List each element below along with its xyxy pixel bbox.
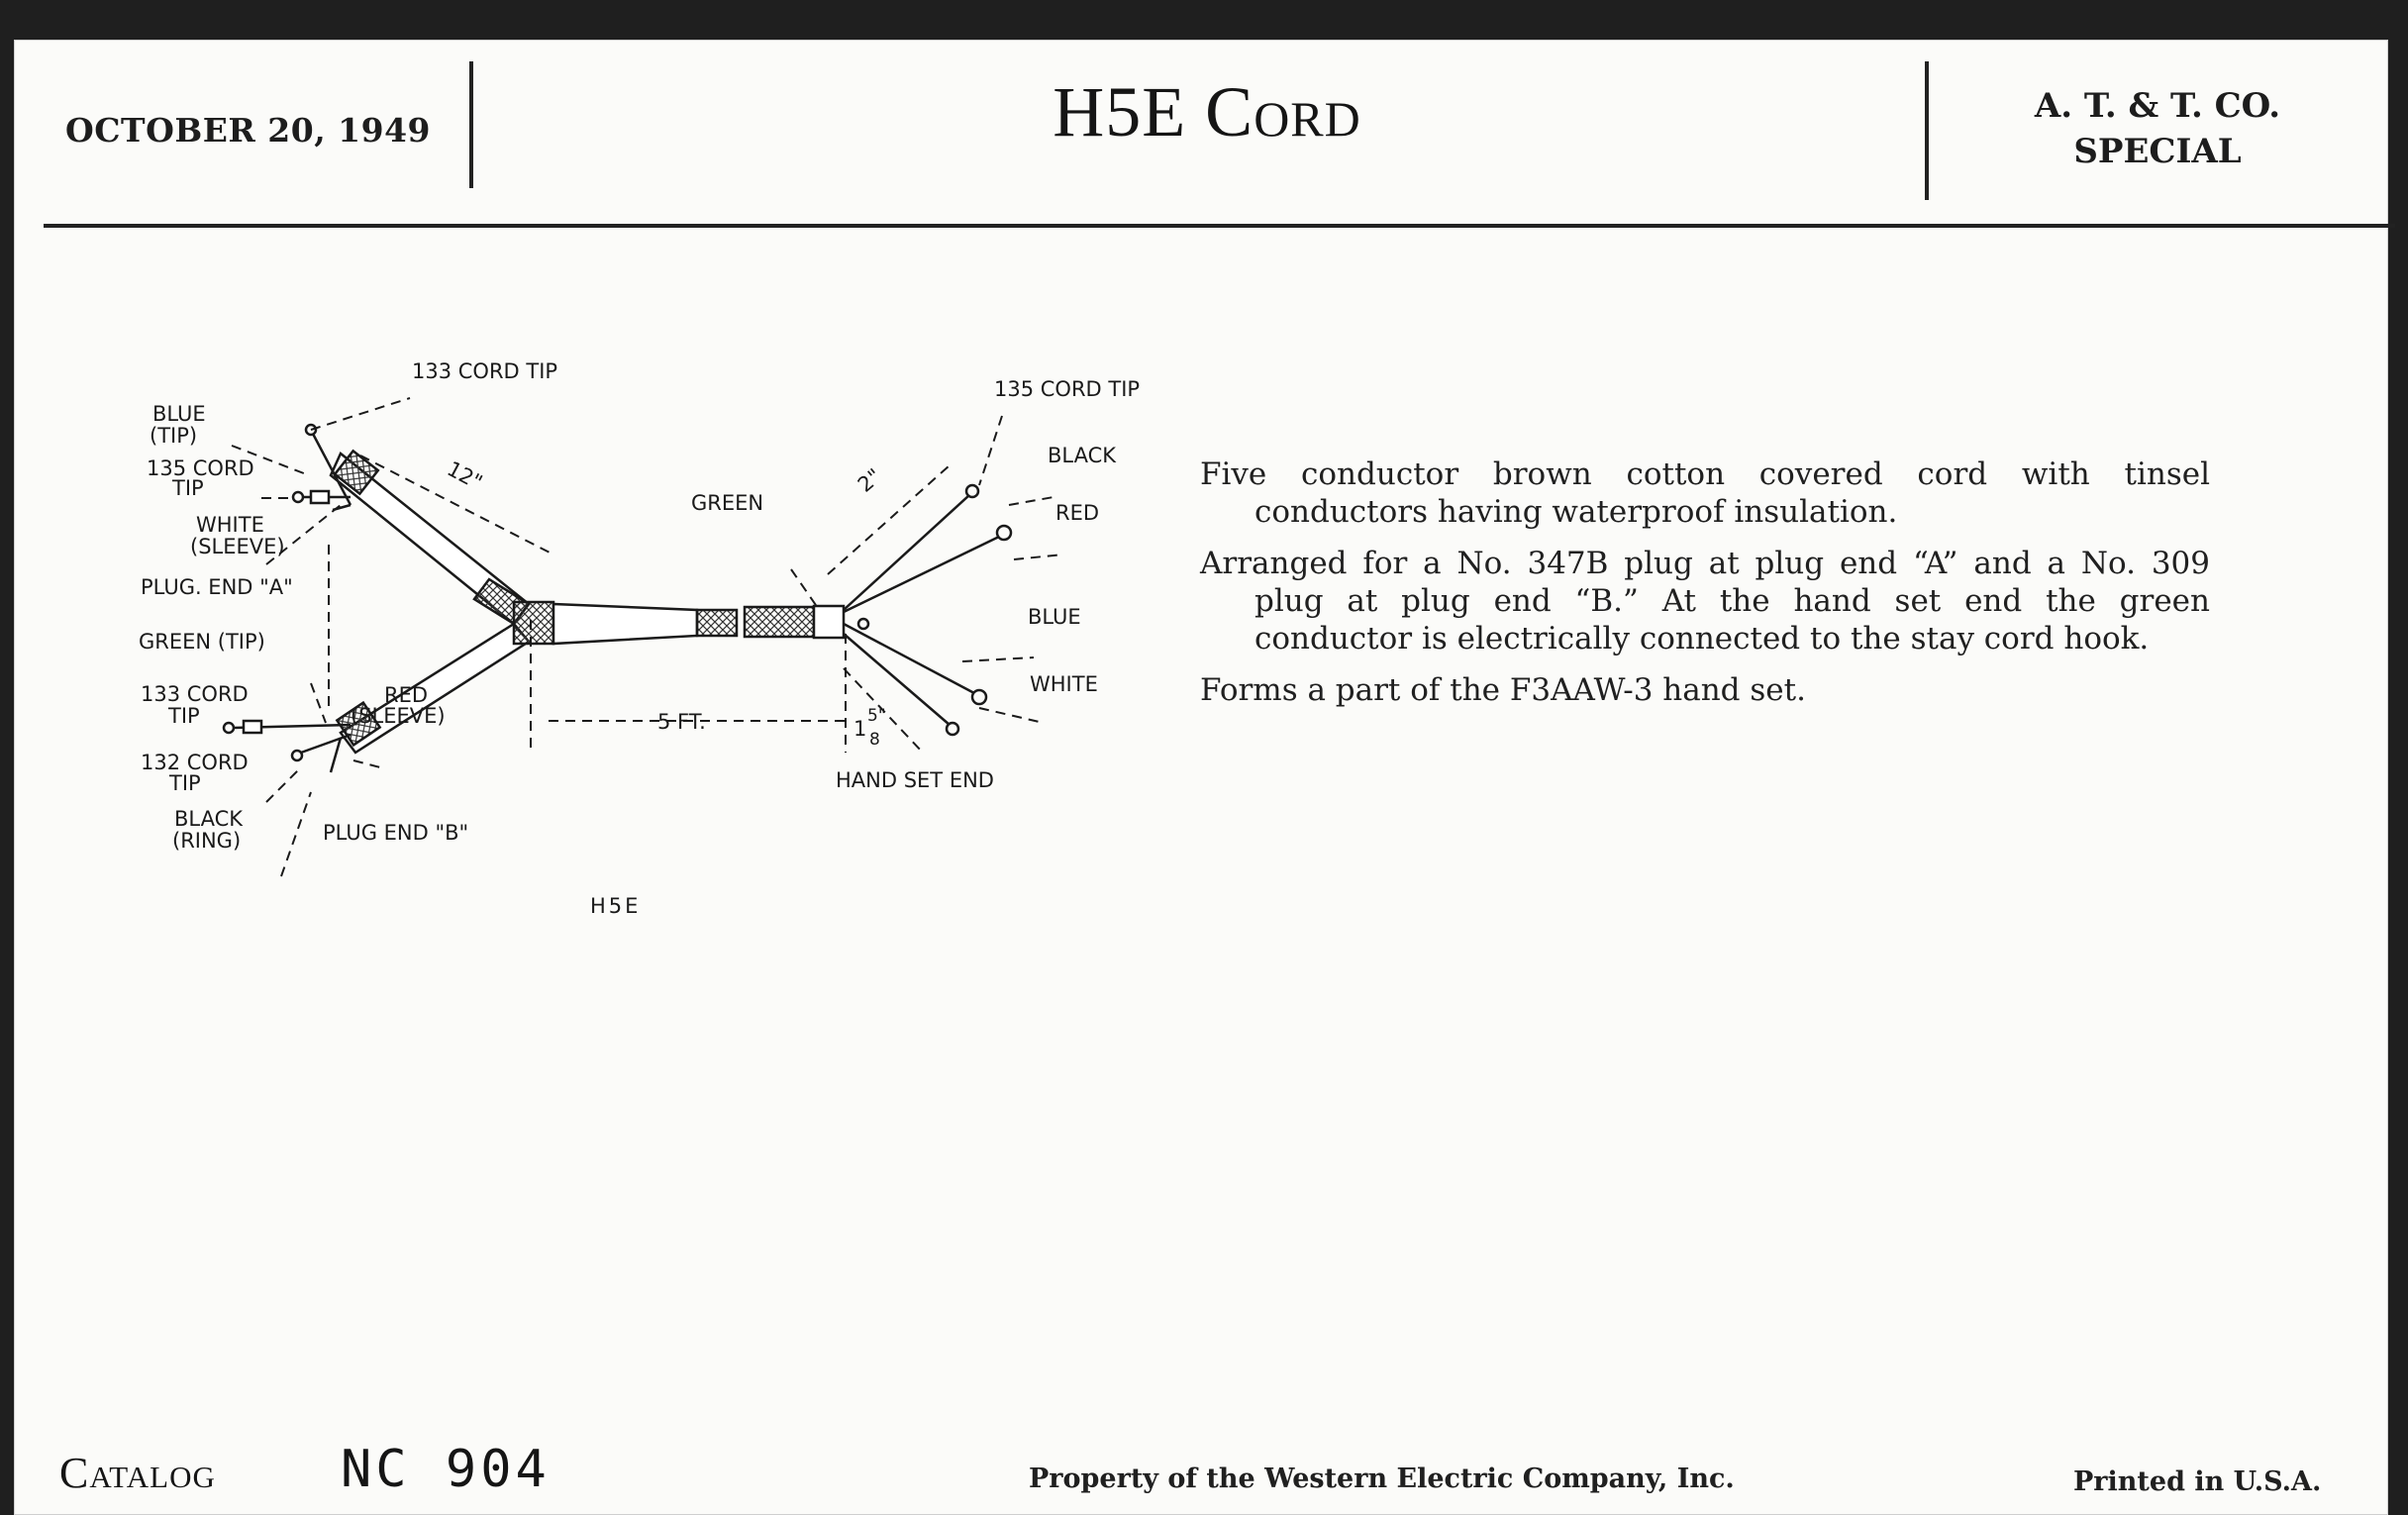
label-135-cord-tip-right: 135 CORD TIP [994,377,1141,401]
label-red: RED [384,683,429,707]
dim-1-5-8-num: 5" [867,706,886,726]
catalog-label: Catalog [59,1449,216,1497]
label-red-right: RED [1055,501,1100,525]
label-132-cord: 132 CORD [141,751,249,774]
company-name: A. T. & T. CO. [2034,86,2281,126]
catalog-card [14,40,2388,1515]
label-black: BLACK [174,807,244,831]
label-blue: BLUE [152,402,206,426]
junction-braid [514,602,553,644]
label-red-sleeve: (SLEEVE) [351,704,446,728]
dim-2-inch: 2" [853,463,886,497]
label-white-right: WHITE [1030,672,1098,696]
property-notice: Property of the Western Electric Company, Inc. [1029,1464,1735,1494]
label-black-ring: (RING) [172,829,242,853]
catalog-number: NC 904 [341,1440,551,1499]
description-paragraph-2: Arranged for a No. 347B plug at plug end “A” and a No. 309 plug at plug end “B.” At the hand set end the green conductor is electrically connected to the stay cord hook. [1200,546,2210,656]
label-135-cord-tip: TIP [172,476,204,500]
label-hand-set-end: HAND SET END [836,768,994,792]
label-plug-end-a: PLUG. END "A" [141,575,293,599]
label-133-cord-tip: TIP [168,704,200,728]
dim-12-inch: 12" [443,456,487,495]
card-date: OCTOBER 20, 1949 [65,111,432,150]
company-special: SPECIAL [2073,132,2242,171]
cord-description [1200,455,2210,723]
label-132-cord-tip: TIP [169,771,201,795]
dim-1-5-8-whole: 1 [853,717,867,741]
card-title: H5E Cord [1053,72,1361,152]
description-paragraph-1: Five conductor brown cotton covered cord with tinsel conductors having waterproof insulation. [1200,456,2210,530]
dim-1-5-8-den: 8 [869,730,880,750]
label-133-cord-tip-top: 133 CORD TIP [412,359,558,383]
dim-5-ft: 5 FT. [657,710,706,734]
label-plug-end-b: PLUG END "B" [323,821,469,845]
label-blue-right: BLUE [1028,605,1081,629]
label-white: WHITE [196,513,264,537]
description-paragraph-3: Forms a part of the F3AAW-3 hand set. [1200,672,1806,708]
printed-in: Printed in U.S.A. [2073,1466,2322,1497]
label-black-right: BLACK [1048,444,1117,467]
diagram-caption: H5E [590,894,642,918]
label-133-cord: 133 CORD [141,682,249,706]
main-cord [553,604,697,644]
main-cord-braid-2 [745,607,814,637]
label-green-right: GREEN [691,491,764,515]
handset-ring [814,606,844,638]
label-135-cord: 135 CORD [147,456,254,480]
label-green-tip: GREEN (TIP) [139,630,265,654]
label-tip: (TIP) [150,424,198,448]
main-cord-braid-1 [697,610,737,636]
label-white-sleeve: (SLEEVE) [190,535,285,558]
cord-wiring-diagram [14,40,2388,1515]
